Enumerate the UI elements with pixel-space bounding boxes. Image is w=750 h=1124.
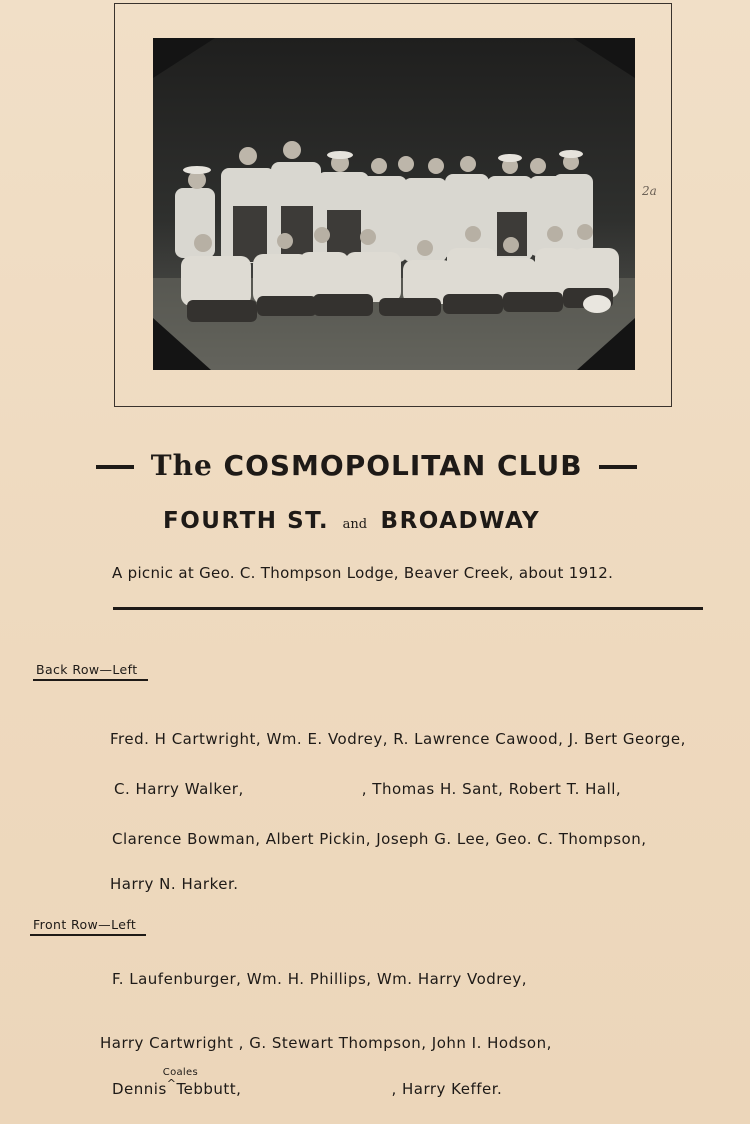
club-title bbox=[90, 449, 720, 482]
back-row-line-2a: C. Harry Walker, bbox=[114, 780, 244, 798]
photo-illustration bbox=[153, 38, 635, 370]
title-main: COSMOPOLITAN CLUB bbox=[223, 449, 583, 482]
corner-page-note: 2a bbox=[642, 184, 657, 198]
address-street: FOURTH ST. bbox=[163, 508, 330, 534]
front-row-label: Front Row—Left bbox=[33, 917, 137, 932]
front-row-line-3 bbox=[112, 1067, 503, 1098]
title-dash-left bbox=[96, 465, 134, 469]
address-avenue: BROADWAY bbox=[380, 508, 541, 534]
back-row-line-2 bbox=[114, 780, 621, 798]
inserted-name-text: Coales bbox=[162, 1067, 198, 1078]
group-photograph bbox=[153, 38, 635, 370]
front-row-line-2: Harry Cartwright , G. Stewart Thompson, John I. Hodson, bbox=[100, 1034, 552, 1052]
address-and: and bbox=[342, 517, 368, 532]
front-row-line-3b: Tebbutt, bbox=[176, 1080, 242, 1098]
back-row-line-3: Clarence Bowman, Albert Pickin, Joseph G. Lee, Geo. C. Thompson, bbox=[112, 830, 647, 848]
front-row-line-3a: Dennis bbox=[112, 1080, 167, 1098]
back-row-label: Back Row—Left bbox=[36, 662, 138, 677]
club-address bbox=[163, 508, 540, 534]
back-row-line-4: Harry N. Harker. bbox=[110, 875, 239, 893]
back-row-line-1: Fred. H Cartwright, Wm. E. Vodrey, R. Lawrence Cawood, J. Bert George, bbox=[110, 730, 686, 748]
front-row-line-3c: , Harry Keffer. bbox=[391, 1080, 503, 1098]
back-row-line-2b: , Thomas H. Sant, Robert T. Hall, bbox=[361, 780, 622, 798]
inserted-name bbox=[162, 1067, 198, 1098]
title-prefix: The bbox=[150, 449, 213, 482]
insertion-caret: ^ bbox=[166, 1077, 177, 1090]
title-dash-right bbox=[599, 465, 637, 469]
photo-caption: A picnic at Geo. C. Thompson Lodge, Beaver Creek, about 1912. bbox=[112, 564, 614, 582]
front-row-line-1: F. Laufenburger, Wm. H. Phillips, Wm. Harry Vodrey, bbox=[112, 970, 528, 988]
divider-rule bbox=[113, 607, 703, 610]
